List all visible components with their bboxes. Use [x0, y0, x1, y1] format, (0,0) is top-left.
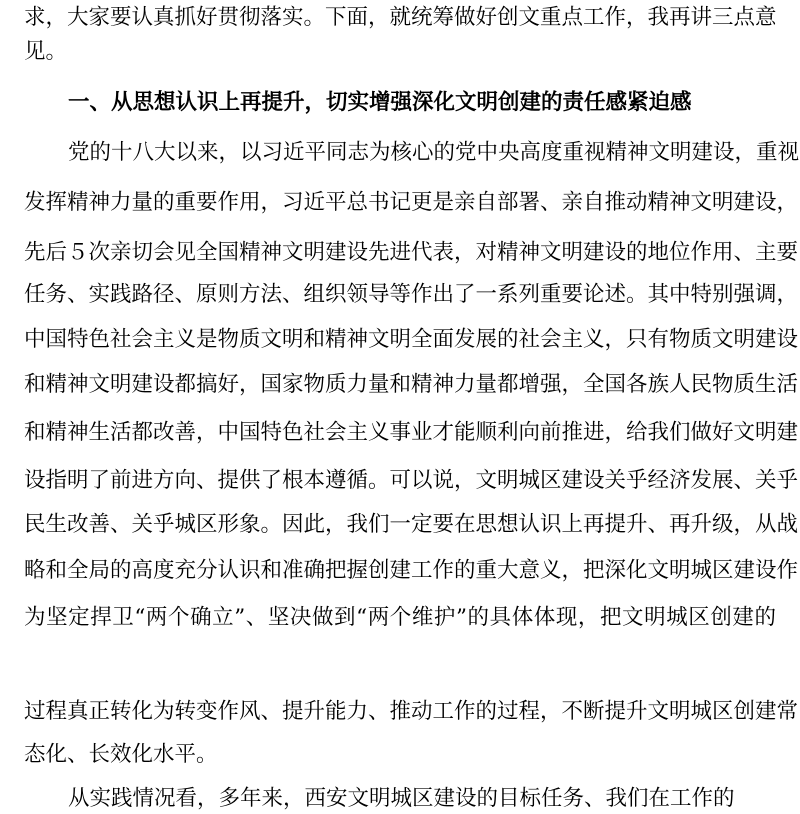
- paragraph-line: 先后５次亲切会见全国精神文明建设先进代表，对精神文明建设的地位作用、主要: [24, 240, 799, 265]
- section-heading: 一、从思想认识上再提升，切实增强深化文明创建的责任感紧迫感: [68, 90, 692, 115]
- paragraph-line: 态化、长效化水平。: [24, 742, 218, 767]
- paragraph-line: 任务、实践路径、原则方法、组织领导等作出了一系列重要论述。其中特别强调，: [24, 282, 799, 307]
- paragraph-line: 求，大家要认真抓好贯彻落实。下面，就统筹做好创文重点工作，我再讲三点意: [24, 5, 777, 30]
- paragraph-line: 发挥精神力量的重要作用，习近平总书记更是亲自部署、亲自推动精神文明建设，: [24, 190, 799, 215]
- paragraph-line: 为坚定捍卫“两个确立”、坚决做到“两个维护”的具体体现，把文明城区创建的: [24, 605, 776, 630]
- paragraph-line: 见。: [24, 39, 68, 64]
- paragraph-line: 和精神文明建设都搞好，国家物质力量和精神力量都增强，全国各族人民物质生活: [24, 372, 799, 397]
- paragraph-line: 略和全局的高度充分认识和准确把握创建工作的重大意义，把深化文明城区建设作: [24, 558, 799, 583]
- paragraph-line: 民生改善、关乎城区形象。因此，我们一定要在思想认识上再提升、再升级，从战: [24, 512, 799, 537]
- paragraph-line: 设指明了前进方向、提供了根本遵循。可以说，文明城区建设关乎经济发展、关乎: [24, 468, 799, 493]
- paragraph-line: 党的十八大以来，以习近平同志为核心的党中央高度重视精神文明建设，重视: [68, 140, 800, 165]
- paragraph-line: 从实践情况看，多年来，西安文明城区建设的目标任务、我们在工作的: [68, 786, 735, 811]
- paragraph-line: 中国特色社会主义是物质文明和精神文明全面发展的社会主义，只有物质文明建设: [24, 327, 799, 352]
- paragraph-line: 过程真正转化为转变作风、提升能力、推动工作的过程，不断提升文明城区创建常: [24, 699, 799, 724]
- paragraph-line: 和精神生活都改善，中国特色社会主义事业才能顺利向前推进，给我们做好文明建: [24, 420, 799, 445]
